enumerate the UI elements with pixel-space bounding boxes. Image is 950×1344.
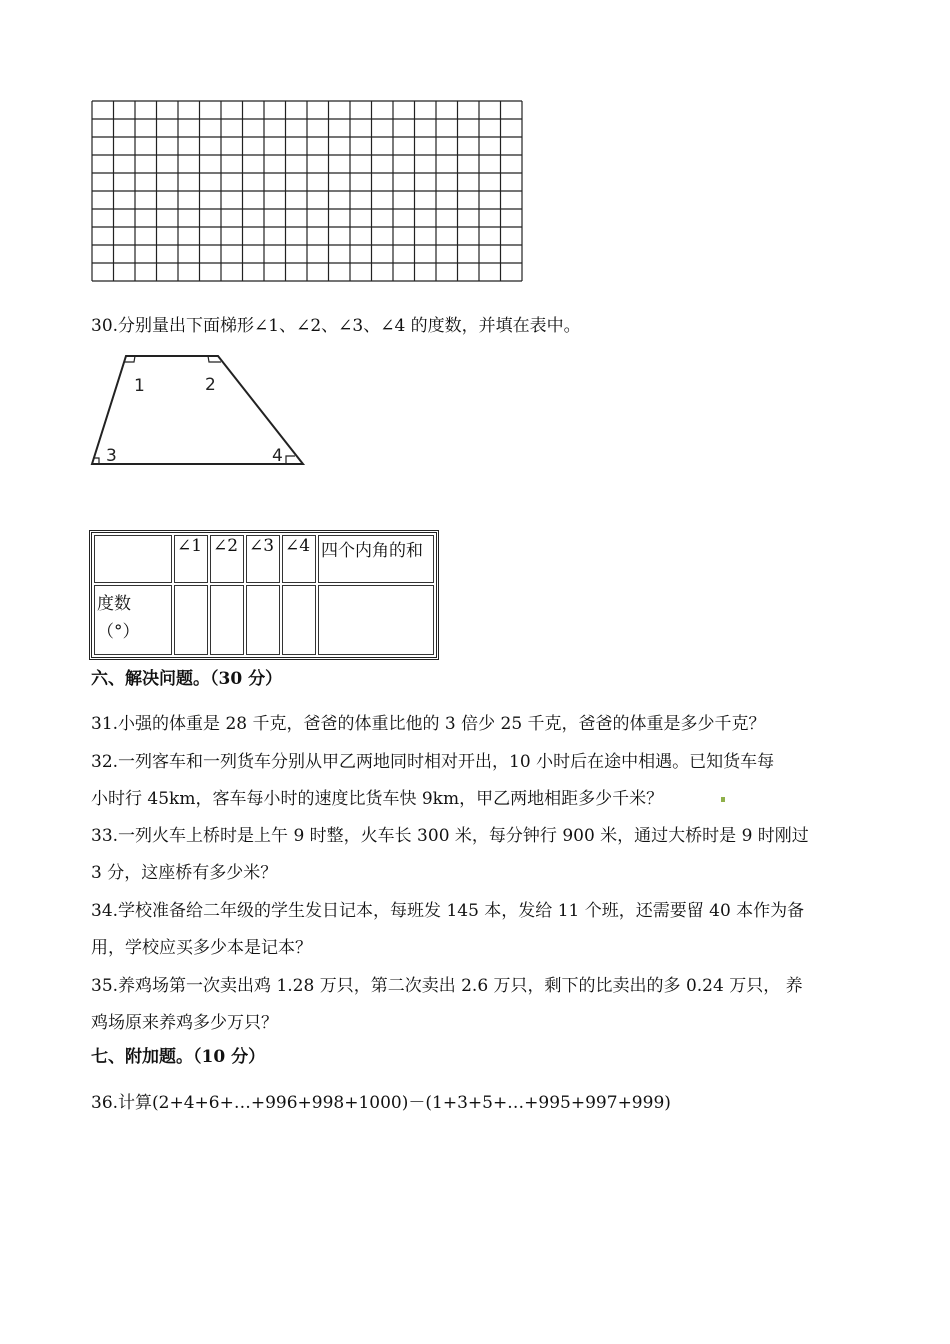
question-35-line-1: 35.养鸡场第一次卖出鸡 1.28 万只，第二次卖出 2.6 万只，剩下的比卖出的多 0.24 万只， 养 <box>91 976 803 996</box>
answer-cell-angle-1[interactable] <box>174 585 208 655</box>
table-header-angle-1: ∠1 <box>174 535 208 583</box>
answer-cell-angle-2[interactable] <box>210 585 244 655</box>
angle-4-marker <box>286 456 295 464</box>
row-label-unit: （°） <box>97 622 140 642</box>
stray-mark <box>721 797 725 802</box>
question-32-line-2: 小时行 45km，客车每小时的速度比货车快 9km，甲乙两地相距多少千米？ <box>91 789 664 809</box>
question-36: 36.计算(2+4+6+…+996+998+1000)－(1+3+5+…+995+997+999) <box>91 1093 671 1113</box>
angle-label-1: 1 <box>134 376 145 396</box>
table-row-label <box>94 585 172 655</box>
row-label-degrees: 度数 <box>97 594 131 614</box>
answer-cell-sum[interactable] <box>318 585 434 655</box>
answer-cell-angle-3[interactable] <box>246 585 280 655</box>
angle-table <box>89 530 439 660</box>
angle-label-4: 4 <box>272 446 283 466</box>
section-6-title: 六、解决问题。（30 分） <box>91 669 283 689</box>
table-header-blank <box>94 535 172 583</box>
table-header-angle-3: ∠3 <box>246 535 280 583</box>
table-header-sum: 四个内角的和 <box>318 535 434 583</box>
section-7-title: 七、附加题。（10 分） <box>91 1047 266 1067</box>
question-33-line-2: 3 分，这座桥有多少米？ <box>91 863 278 883</box>
question-35-line-2: 鸡场原来养鸡多少万只？ <box>91 1013 278 1033</box>
question-30: 30.分别量出下面梯形∠1、∠2、∠3、∠4 的度数，并填在表中。 <box>91 316 581 336</box>
answer-cell-angle-4[interactable] <box>282 585 316 655</box>
question-32-line-1: 32.一列客车和一列货车分别从甲乙两地同时相对开出，10 小时后在途中相遇。已知货车每 <box>91 752 775 772</box>
question-33-line-1: 33.一列火车上桥时是上午 9 时整，火车长 300 米，每分钟行 900 米，通过大桥时是 9 时刚过 <box>91 826 809 846</box>
question-31: 31.小强的体重是 28 千克，爸爸的体重比他的 3 倍少 25 千克，爸爸的体重是多少千克？ <box>91 714 766 734</box>
angle-label-2: 2 <box>205 375 216 395</box>
grid-paper <box>91 100 523 282</box>
table-header-angle-4: ∠4 <box>282 535 316 583</box>
question-34-line-1: 34.学校准备给二年级的学生发日记本，每班发 145 本，发给 11 个班，还需要留 40 本作为备 <box>91 901 805 921</box>
question-34-line-2: 用，学校应买多少本是记本？ <box>91 938 312 958</box>
table-header-angle-2: ∠2 <box>210 535 244 583</box>
trapezoid-figure <box>88 350 310 470</box>
angle-label-3: 3 <box>106 446 117 466</box>
